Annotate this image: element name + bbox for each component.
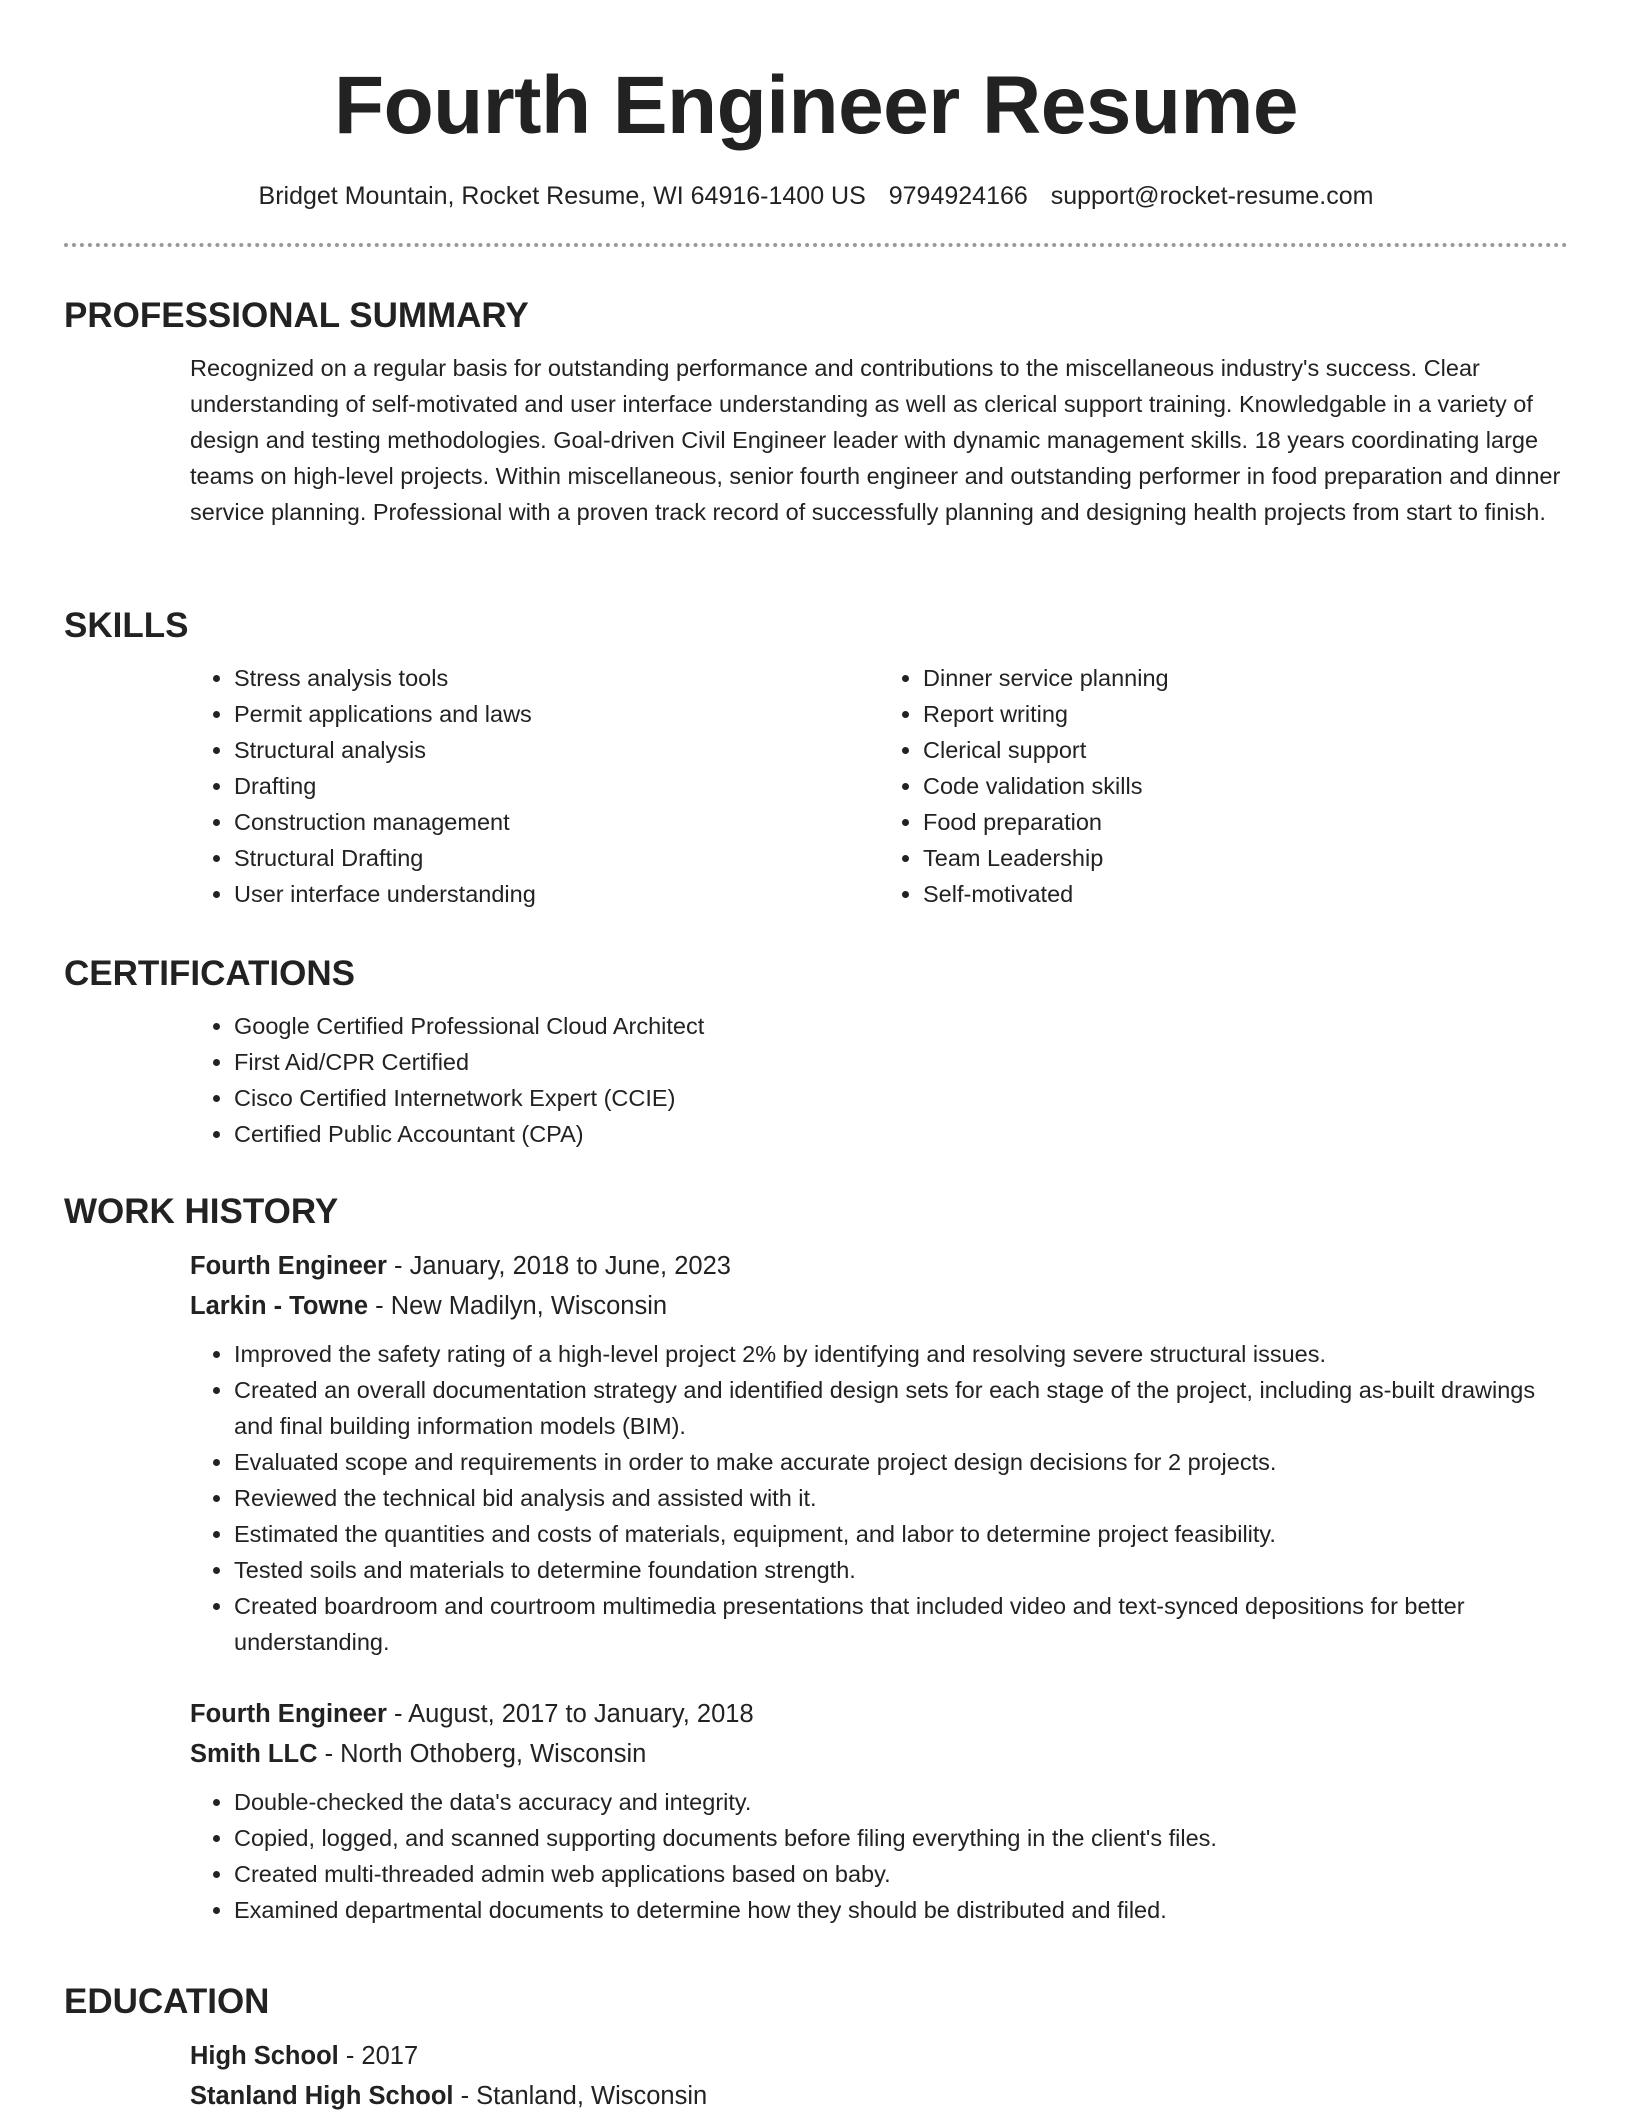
job-bullet: • Examined departmental documents to determine how they should be distributed and filed. xyxy=(234,1892,1568,1928)
summary-heading: PROFESSIONAL SUMMARY xyxy=(64,296,529,335)
certification-item: • Certified Public Accountant (CPA) xyxy=(234,1116,1568,1152)
job-dates: - January, 2018 to June, 2023 xyxy=(386,1252,731,1280)
job-location: - New Madilyn, Wisconsin xyxy=(368,1292,668,1320)
job-company: Larkin - Towne xyxy=(190,1292,369,1320)
skill-item: • Dinner service planning xyxy=(923,660,1568,696)
job-bullet: • Evaluated scope and requirements in order to make accurate project design decisions for 2 projects. xyxy=(234,1444,1568,1480)
job-bullet: • Double-checked the data's accuracy and integrity. xyxy=(234,1784,1568,1820)
work-history-heading: WORK HISTORY xyxy=(64,1192,339,1231)
certification-item: • Cisco Certified Internetwork Expert (CCIE) xyxy=(234,1080,1568,1116)
education-heading: EDUCATION xyxy=(64,1982,270,2021)
job-bullet: • Created multi-threaded admin web applications based on baby. xyxy=(234,1856,1568,1892)
skill-item: • Construction management xyxy=(234,804,879,840)
skill-item: • Code validation skills xyxy=(923,768,1568,804)
skill-item: • Team Leadership xyxy=(923,840,1568,876)
certifications-list xyxy=(190,1008,1568,1152)
skill-item: • Permit applications and laws xyxy=(234,696,879,732)
skill-item: • Food preparation xyxy=(923,804,1568,840)
contact-email: support@rocket-resume.com xyxy=(1050,182,1374,210)
job-dates: - August, 2017 to January, 2018 xyxy=(386,1700,754,1728)
certifications-section xyxy=(64,952,1568,1152)
contact-address: Bridget Mountain, Rocket Resume, WI 64916-1400 US xyxy=(258,182,866,210)
skill-item: • Drafting xyxy=(234,768,879,804)
resume-page xyxy=(64,0,1568,2110)
job-title-line xyxy=(190,1246,1568,1286)
education-degree-line xyxy=(190,2036,1568,2076)
job-title-line xyxy=(190,1694,1568,1734)
skills-heading: SKILLS xyxy=(64,606,189,645)
skill-item: • Structural Drafting xyxy=(234,840,879,876)
summary-text: Recognized on a regular basis for outstanding performance and contributions to the miscellaneous industry's success. Clear understanding of self-motivated and user interface understanding as well as clerical support training. Knowledgable in a variety of design and testing methodologies. Goal-driven Civil Engineer leader with dynamic management skills. 18 years coordinating large teams on high-level projects. Within miscellaneous, senior fourth engineer and outstanding performer in food preparation and dinner service planning. Professional with a proven track record of successfully planning and designing health projects from start to finish. xyxy=(190,355,1561,525)
job-bullets xyxy=(190,1336,1568,1660)
skill-item: • Clerical support xyxy=(923,732,1568,768)
certifications-heading: CERTIFICATIONS xyxy=(64,954,356,993)
job-location: - North Othoberg, Wisconsin xyxy=(317,1740,647,1768)
education-section xyxy=(64,1980,1568,2116)
job-company-line xyxy=(190,1286,1568,1326)
education-location: - Stanland, Wisconsin xyxy=(453,2082,708,2110)
contact-phone: 9794924166 xyxy=(888,182,1028,210)
skills-list-left xyxy=(190,660,879,912)
job-bullet: • Reviewed the technical bid analysis and assisted with it. xyxy=(234,1480,1568,1516)
education-school: Stanland High School xyxy=(190,2082,454,2110)
skill-item: • Self-motivated xyxy=(923,876,1568,912)
job-company-line xyxy=(190,1734,1568,1774)
education-degree: High School xyxy=(190,2042,339,2070)
skill-item: • Stress analysis tools xyxy=(234,660,879,696)
skills-section xyxy=(64,604,1568,912)
summary-section xyxy=(64,294,1568,530)
job-entry xyxy=(190,1246,1568,1660)
certification-item: • First Aid/CPR Certified xyxy=(234,1044,1568,1080)
job-bullet: • Created an overall documentation strategy and identified design sets for each stage of the project, including as-built drawings and final building information models (BIM). xyxy=(234,1372,1568,1444)
education-year: - 2017 xyxy=(338,2042,419,2070)
job-title: Fourth Engineer xyxy=(190,1700,387,1728)
job-bullet: • Tested soils and materials to determine foundation strength. xyxy=(234,1552,1568,1588)
skill-item: • Report writing xyxy=(923,696,1568,732)
skill-item: • User interface understanding xyxy=(234,876,879,912)
job-bullet: • Improved the safety rating of a high-level project 2% by identifying and resolving severe structural issues. xyxy=(234,1336,1568,1372)
job-company: Smith LLC xyxy=(190,1740,318,1768)
job-bullets xyxy=(190,1784,1568,1928)
job-bullet: • Created boardroom and courtroom multimedia presentations that included video and text-synced depositions for better understanding. xyxy=(234,1588,1568,1660)
certification-item: • Google Certified Professional Cloud Architect xyxy=(234,1008,1568,1044)
job-bullet: • Copied, logged, and scanned supporting documents before filing everything in the client's files. xyxy=(234,1820,1568,1856)
contact-line xyxy=(64,180,1568,212)
job-bullet: • Estimated the quantities and costs of materials, equipment, and labor to determine project feasibility. xyxy=(234,1516,1568,1552)
job-entry xyxy=(190,1694,1568,1928)
job-title: Fourth Engineer xyxy=(190,1252,387,1280)
resume-title: Fourth Engineer Resume xyxy=(333,60,1299,151)
header-divider xyxy=(64,243,1568,247)
work-history-section xyxy=(64,1190,1568,1928)
education-school-line xyxy=(190,2076,1568,2116)
skill-item: • Structural analysis xyxy=(234,732,879,768)
skills-list-right xyxy=(879,660,1568,912)
